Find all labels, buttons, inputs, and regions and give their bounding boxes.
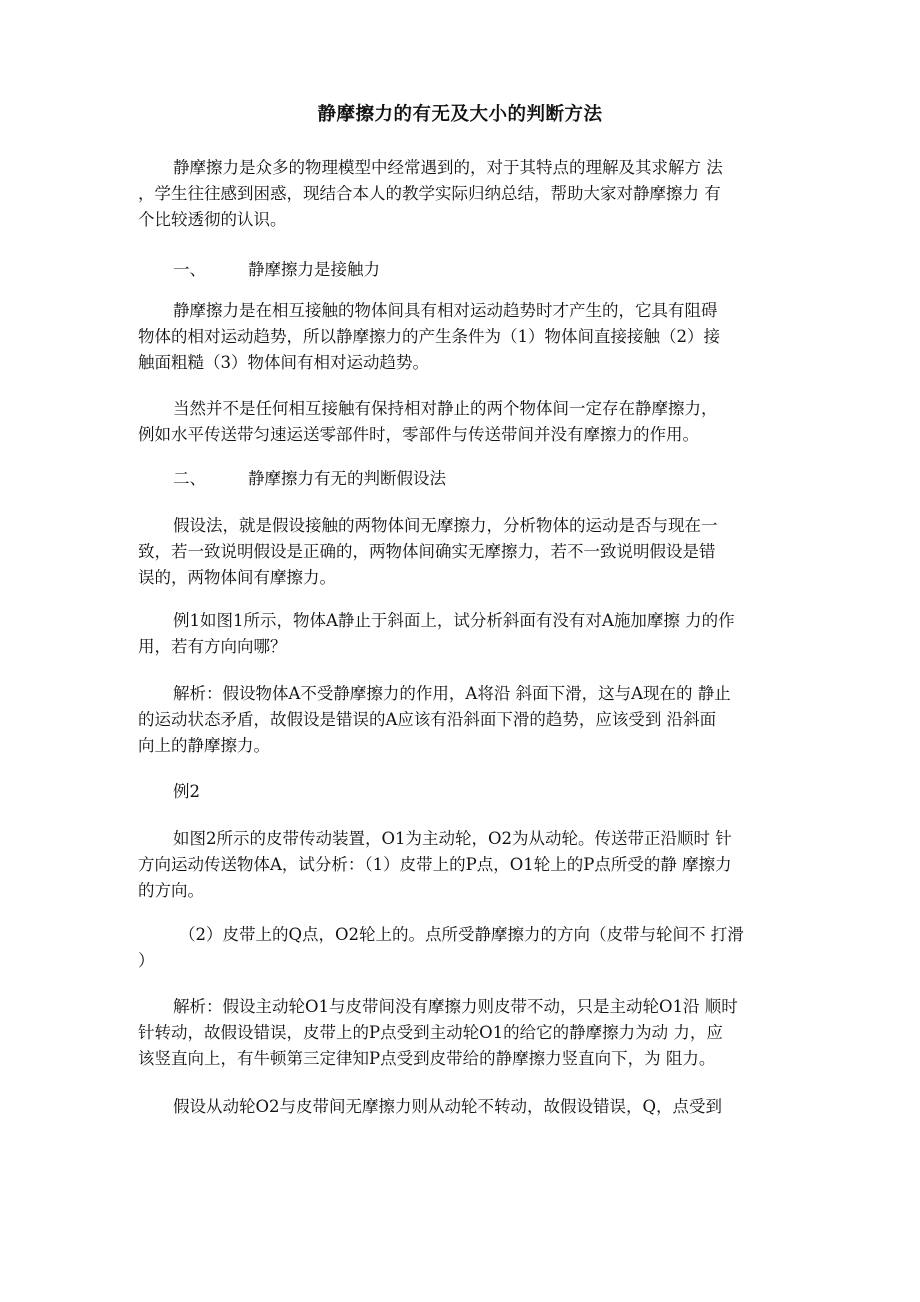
paragraph-line: 如图2所示的皮带传动装置，O1为主动轮，O2为从动轮。传送带正沿顺时 针 [173, 829, 732, 848]
paragraph-analysis-1 [138, 681, 790, 759]
paragraph-intro [138, 155, 790, 233]
paragraph-example-1 [138, 608, 790, 660]
paragraph-line: ） [138, 951, 155, 970]
paragraph-conveyor [138, 396, 790, 448]
paragraph-conditions [138, 298, 790, 376]
paragraph-line: 触面粗糙（3）物体间有相对运动趋势。 [138, 353, 429, 372]
paragraph-line: 针转动，故假设错误，皮带上的P点受到主动轮O1的给它的静摩擦力为动 力，应 [138, 1023, 723, 1042]
paragraph-line: 静摩擦力是在相互接触的物体间具有相对运动趋势时才产生的，它具有阻碍 [173, 301, 718, 320]
paragraph-example-2 [138, 826, 790, 904]
paragraph-line: 物体的相对运动趋势，所以静摩擦力的产生条件为（1）物体间直接接触（2）接 [138, 327, 720, 346]
paragraph-line: 解析：假设物体A不受静摩擦力的作用，A将沿 斜面下滑，这与A现在的 静止 [173, 684, 731, 703]
paragraph-assumption [138, 513, 790, 591]
paragraph-example-2-label [138, 779, 790, 805]
paragraph-line: 向上的静摩擦力。 [138, 736, 270, 755]
paragraph-line: 的运动状态矛盾，故假设是错误的A应该有沿斜面下滑的趋势，应该受到 沿斜面 [138, 710, 717, 729]
paragraph-line: 方向运动传送物体A，试分析：（1）皮带上的P点，O1轮上的P点所受的静 摩擦力 [138, 855, 732, 874]
paragraph-line: 用，若有方向向哪？ [138, 637, 287, 656]
paragraph-line: 例2 [173, 782, 200, 801]
section-number: 二、 [173, 469, 206, 488]
paragraph-line: 例1如图1所示，物体A静止于斜面上，试分析斜面有没有对A施加摩擦 力的作 [173, 611, 735, 630]
paragraph-line: 假设从动轮O2与皮带间无摩擦力则从动轮不转动，故假设错误，Q，点受到 [173, 1097, 723, 1116]
paragraph-driven-wheel [138, 1094, 790, 1120]
paragraph-line: 当然并不是任何相互接触有保持相对静止的两个物体间一定存在静摩擦力， [173, 399, 718, 418]
paragraph-line: 该竖直向上，有牛顿第三定律知P点受到皮带给的静摩擦力竖直向下，为 阻力。 [138, 1049, 716, 1068]
paragraph-line: 例如水平传送带匀速运送零部件时，零部件与传送带间并没有摩擦力的作用。 [138, 425, 699, 444]
section-heading-text: 静摩擦力是接触力 [248, 260, 380, 279]
paragraph-example-2-part-2 [138, 922, 790, 974]
document-title: 静摩擦力的有无及大小的判断方法 [317, 104, 603, 125]
paragraph-line: 个比较透彻的认识。 [138, 210, 287, 229]
paragraph-line: 致，若一致说明假设是正确的，两物体间确实无摩擦力，若不一致说明假设是错 [138, 542, 716, 561]
section-heading-2 [173, 466, 446, 492]
section-heading-1 [173, 257, 380, 283]
section-heading-text: 静摩擦力有无的判断假设法 [248, 469, 446, 488]
paragraph-line: ，学生往往感到困惑，现结合本人的教学实际归纳总结，帮助大家对静摩擦力 有 [138, 184, 721, 203]
paragraph-line: 的方向。 [138, 881, 204, 900]
paragraph-line: 解析：假设主动轮O1与皮带间没有摩擦力则皮带不动，只是主动轮O1沿 顺时 [173, 997, 738, 1016]
paragraph-line: （2）皮带上的Q点，O2轮上的。点所受静摩擦力的方向（皮带与轮间不 打滑 [179, 925, 744, 944]
paragraph-line: 假设法，就是假设接触的两物体间无摩擦力，分析物体的运动是否与现在一 [173, 516, 718, 535]
section-number: 一、 [173, 260, 206, 279]
paragraph-line: 静摩擦力是众多的物理模型中经常遇到的，对于其特点的理解及其求解方 法 [173, 158, 723, 177]
paragraph-line: 误的，两物体间有摩擦力。 [138, 568, 336, 587]
paragraph-analysis-2 [138, 994, 790, 1072]
